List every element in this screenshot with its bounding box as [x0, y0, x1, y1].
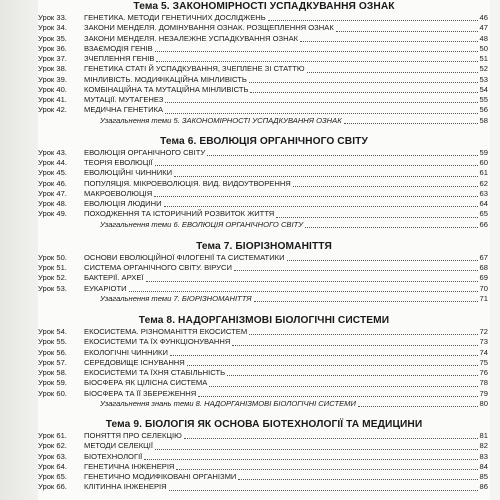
- lesson-number: Урок 42.: [38, 105, 67, 115]
- page-number: 84: [479, 461, 488, 471]
- lesson-title: БІОСФЕРА ТА ЇЇ ЗБЕРЕЖЕННЯ: [84, 388, 197, 398]
- lesson-title: КЛІТИННА ІНЖЕНЕРІЯ: [84, 482, 167, 492]
- page-number: 71: [479, 293, 488, 303]
- toc-row[interactable]: [38, 358, 490, 368]
- page-number: 60: [479, 158, 488, 167]
- toc-row[interactable]: [38, 209, 490, 219]
- lesson-number: Урок 62.: [38, 441, 67, 451]
- lesson-title: ЗАКОНИ МЕНДЕЛЯ. НЕЗАЛЕЖНЕ УСПАДКУВАННЯ ОЗНАК: [84, 33, 299, 43]
- lesson-number: Урок 53.: [38, 283, 67, 293]
- page-number: 78: [479, 378, 488, 388]
- lesson-number: Урок 41.: [38, 95, 67, 104]
- toc-row[interactable]: [38, 368, 490, 378]
- lesson-number: Урок 55.: [38, 337, 67, 347]
- lesson-title: МАКРОЕВОЛЮЦІЯ: [84, 188, 153, 198]
- toc-section: [38, 0, 490, 126]
- dot-leader: [234, 270, 478, 271]
- lesson-title: ЕУКАРІОТИ: [84, 283, 127, 293]
- page-number: 48: [479, 33, 488, 43]
- lesson-number: Урок 64.: [38, 461, 67, 471]
- lesson-title: ВЗАЄМОДІЯ ГЕНІВ: [84, 43, 153, 53]
- dot-leader: [307, 72, 478, 73]
- dot-leader: [287, 260, 478, 261]
- lesson-number: Урок 54.: [38, 327, 67, 336]
- page-number: 62: [479, 178, 488, 188]
- toc-row[interactable]: [38, 472, 490, 482]
- lesson-number: Урок 60.: [38, 388, 67, 398]
- section-title: Тема 5. ЗАКОНОМІРНОСТІ УСПАДКУВАННЯ ОЗНАК: [133, 1, 395, 12]
- dot-leader: [155, 449, 478, 450]
- toc-row[interactable]: [38, 431, 490, 441]
- dot-leader: [156, 61, 477, 62]
- lesson-number: Урок 40.: [38, 84, 67, 94]
- dot-leader: [238, 479, 477, 480]
- dot-leader: [249, 334, 477, 335]
- dot-leader: [358, 406, 478, 407]
- dot-leader: [144, 459, 477, 460]
- toc-row[interactable]: [38, 263, 490, 273]
- dot-leader: [169, 490, 478, 491]
- lesson-number: Урок 33.: [38, 13, 67, 22]
- lesson-number: Урок 59.: [38, 378, 67, 388]
- lesson-title: ПОХОДЖЕННЯ ТА ІСТОРИЧНИЙ РОЗВИТОК ЖИТТЯ: [84, 209, 275, 219]
- page-number: 68: [479, 263, 488, 272]
- lesson-number: Урок 56.: [38, 347, 67, 357]
- lesson-title: ЗЧЕПЛЕННЯ ГЕНІВ: [84, 54, 155, 63]
- lesson-number: Урок 51.: [38, 263, 67, 272]
- toc-section: [38, 135, 490, 230]
- summary-row[interactable]: [38, 220, 490, 230]
- toc-row[interactable]: [38, 348, 490, 358]
- summary-title: Узагальнення теми 7. БІОРІЗНОМАНІТТЯ: [100, 293, 252, 303]
- lesson-title: ЕВОЛЮЦІЯ ЛЮДИНИ: [84, 199, 162, 208]
- lesson-number: Урок 65.: [38, 472, 67, 481]
- summary-row[interactable]: [38, 294, 490, 304]
- dot-leader: [344, 123, 478, 124]
- page-number: 61: [479, 168, 488, 178]
- dot-leader: [176, 469, 477, 470]
- lesson-title: СЕРЕДОВИЩЕ ІСНУВАННЯ: [84, 357, 185, 367]
- lesson-number: Урок 35.: [38, 33, 67, 43]
- toc-section: [38, 240, 490, 304]
- toc-row[interactable]: [38, 378, 490, 388]
- page-number: 59: [479, 147, 488, 157]
- summary-title: Узагальнення знань теми 8. НАДОРГАНІЗМОВІ БІОЛОГІЧНІ СИСТЕМИ: [100, 398, 356, 408]
- dot-leader: [184, 438, 478, 439]
- dot-leader: [268, 20, 478, 21]
- dot-leader: [300, 41, 477, 42]
- lesson-number: Урок 46.: [38, 178, 67, 188]
- lesson-title: СИСТЕМА ОРГАНІЧНОГО СВІТУ. ВІРУСИ: [84, 263, 232, 272]
- lesson-number: Урок 49.: [38, 209, 67, 219]
- toc-row[interactable]: [38, 168, 490, 178]
- lesson-title: ГЕНЕТИЧНО МОДИФІКОВАНІ ОРГАНІЗМИ: [84, 472, 237, 481]
- page-number: 67: [479, 252, 488, 262]
- toc-row[interactable]: [38, 389, 490, 399]
- dot-leader: [336, 31, 478, 32]
- page-number: 65: [479, 209, 488, 219]
- dot-leader: [187, 365, 478, 366]
- toc-row[interactable]: [38, 441, 490, 451]
- dot-leader: [207, 155, 477, 156]
- page-number: 83: [479, 451, 488, 461]
- toc-row[interactable]: [38, 337, 490, 347]
- dot-leader: [254, 301, 478, 302]
- summary-title: Узагальнення теми 5. ЗАКОНОМІРНОСТІ УСПАДКУВАННЯ ОЗНАК: [100, 115, 342, 125]
- toc-row[interactable]: [38, 284, 490, 294]
- dot-leader: [170, 355, 478, 356]
- section-gap: [38, 230, 490, 240]
- page-number: 76: [479, 368, 488, 377]
- toc-row[interactable]: [38, 85, 490, 95]
- toc-row[interactable]: [38, 179, 490, 189]
- lesson-title: ТЕОРІЯ ЕВОЛЮЦІЇ: [84, 158, 153, 167]
- summary-row[interactable]: [38, 116, 490, 126]
- toc-row[interactable]: [38, 105, 490, 115]
- lesson-title: ПОПУЛЯЦІЯ. МІКРОЕВОЛЮЦІЯ. ВИД. ВИДОУТВОРЕННЯ: [84, 178, 291, 188]
- page-number: 72: [479, 327, 488, 336]
- page-number: 80: [479, 398, 488, 408]
- dot-leader: [164, 206, 478, 207]
- dot-leader: [276, 217, 477, 218]
- page-number: 82: [479, 441, 488, 451]
- lesson-number: Урок 34.: [38, 23, 67, 33]
- lesson-number: Урок 38.: [38, 64, 67, 74]
- lesson-number: Урок 52.: [38, 273, 67, 283]
- dot-leader: [227, 375, 477, 376]
- section-title: Тема 8. НАДОРГАНІЗМОВІ БІОЛОГІЧНІ СИСТЕМИ: [138, 315, 390, 326]
- toc-row[interactable]: [38, 189, 490, 199]
- lesson-number: Урок 43.: [38, 147, 67, 157]
- toc-row[interactable]: [38, 253, 490, 263]
- toc-row[interactable]: [38, 44, 490, 54]
- lesson-title: БАКТЕРІЇ. АРХЕЇ: [84, 273, 144, 283]
- dot-leader: [154, 196, 477, 197]
- toc-row[interactable]: [38, 462, 490, 472]
- dot-leader: [198, 396, 477, 397]
- toc-row[interactable]: [38, 64, 490, 74]
- page-number: 58: [479, 115, 488, 125]
- page-number: 50: [479, 43, 488, 53]
- page-number: 86: [479, 482, 488, 492]
- dot-leader: [250, 92, 477, 93]
- lesson-title: ГЕНЕТИКА СТАТІ Й УСПАДКУВАННЯ, ЗЧЕПЛЕНЕ ЗІ СТАТТЮ: [84, 64, 305, 74]
- page-number: 52: [479, 64, 488, 74]
- lesson-title: БІОТЕХНОЛОГІЇ: [84, 451, 143, 461]
- lesson-title: МУТАЦІЇ. МУТАГЕНЕЗ: [84, 95, 164, 104]
- dot-leader: [165, 113, 478, 114]
- page-number: 69: [479, 273, 488, 283]
- toc-row[interactable]: [38, 327, 490, 337]
- toc-row[interactable]: [38, 54, 490, 64]
- section-title: Тема 6. ЕВОЛЮЦІЯ ОРГАНІЧНОГО СВІТУ: [160, 135, 368, 147]
- page-number: 74: [479, 347, 488, 357]
- lesson-title: МЕТОДИ СЕЛЕКЦІЇ: [84, 441, 153, 451]
- page-number: 75: [479, 357, 488, 367]
- dot-leader: [209, 386, 477, 387]
- lesson-title: ОСНОВИ ЕВОЛЮЦІЙНОЇ ФІЛОГЕНІЇ ТА СИСТЕМАТИКИ: [84, 252, 285, 262]
- toc-row[interactable]: [38, 34, 490, 44]
- lesson-number: Урок 61.: [38, 431, 67, 440]
- dot-leader: [155, 51, 478, 52]
- section-gap: [38, 126, 490, 135]
- page-number: 64: [479, 199, 488, 208]
- lesson-title: КОМБІНАЦІЙНА ТА МУТАЦІЙНА МІНЛИВІСТЬ: [84, 84, 249, 94]
- lesson-title: ЗАКОНИ МЕНДЕЛЯ. ДОМІНУВАННЯ ОЗНАК. РОЗЩЕПЛЕННЯ ОЗНАК: [84, 23, 334, 33]
- lesson-number: Урок 57.: [38, 357, 67, 367]
- page-number: 53: [479, 74, 488, 84]
- lesson-number: Урок 44.: [38, 158, 67, 167]
- toc-row[interactable]: [38, 273, 490, 283]
- page-number: 55: [479, 95, 488, 104]
- dot-leader: [155, 165, 478, 166]
- lesson-title: БІОСФЕРА ЯК ЦІЛІСНА СИСТЕМА: [84, 378, 208, 388]
- lesson-number: Урок 66.: [38, 482, 67, 492]
- lesson-title: ЕКОСИСТЕМА. РІЗНОМАНІТТЯ ЕКОСИСТЕМ: [84, 327, 248, 336]
- toc-row[interactable]: [38, 482, 490, 492]
- lesson-title: ЕКОСИСТЕМИ ТА ЇХНЯ СТАБІЛЬНІСТЬ: [84, 368, 226, 377]
- lesson-title: ПОНЯТТЯ ПРО СЕЛЕКЦІЮ: [84, 431, 182, 440]
- dot-leader: [249, 82, 478, 83]
- lesson-title: ГЕНЕТИКА. МЕТОДИ ГЕНЕТИЧНИХ ДОСЛІДЖЕНЬ: [84, 13, 266, 22]
- dot-leader: [174, 176, 477, 177]
- toc-row[interactable]: [38, 199, 490, 209]
- page-gutter: [0, 0, 38, 500]
- dot-leader: [146, 281, 478, 282]
- lesson-title: МІНЛИВІСТЬ. МОДИФІКАЦІЙНА МІНЛИВІСТЬ: [84, 74, 247, 84]
- toc-row[interactable]: [38, 75, 490, 85]
- page-number: 70: [479, 283, 488, 293]
- section-title: Тема 9. БІОЛОГІЯ ЯК ОСНОВА БІОТЕХНОЛОГІЇ ТА МЕДИЦИНИ: [105, 419, 423, 430]
- page-number: 46: [479, 13, 488, 22]
- toc-row[interactable]: [38, 148, 490, 158]
- lesson-number: Урок 39.: [38, 74, 67, 84]
- toc-row[interactable]: [38, 23, 490, 33]
- summary-title: Узагальнення теми 6. ЕВОЛЮЦІЯ ОРГАНІЧНОГО СВІТУ: [100, 219, 304, 229]
- lesson-title: ЕВОЛЮЦІЯ ОРГАНІЧНОГО СВІТУ: [84, 147, 206, 157]
- page-number: 73: [479, 337, 488, 347]
- table-of-contents: [38, 0, 490, 500]
- lesson-title: МЕДИЧНА ГЕНЕТИКА: [84, 105, 164, 115]
- summary-row[interactable]: [38, 399, 490, 409]
- lesson-number: Урок 47.: [38, 188, 67, 198]
- dot-leader: [305, 227, 477, 228]
- toc-row[interactable]: [38, 158, 490, 168]
- toc-row[interactable]: [38, 95, 490, 105]
- lesson-number: Урок 37.: [38, 54, 67, 63]
- page-number: 54: [479, 84, 488, 94]
- dot-leader: [129, 291, 478, 292]
- page-number: 81: [479, 431, 488, 440]
- toc-section: [38, 418, 490, 493]
- page-number: 85: [479, 472, 488, 481]
- lesson-title: ЕКОЛОГІЧНІ ЧИННИКИ: [84, 347, 168, 357]
- page-number: 51: [479, 54, 488, 63]
- page-number: 63: [479, 188, 488, 198]
- lesson-number: Урок 45.: [38, 168, 67, 178]
- lesson-title: ЕВОЛЮЦІЙНІ ЧИННИКИ: [84, 168, 173, 178]
- lesson-number: Урок 48.: [38, 199, 67, 208]
- section-gap: [38, 409, 490, 418]
- lesson-number: Урок 50.: [38, 252, 67, 262]
- lesson-title: ЕКОСИСТЕМИ ТА ЇХ ФУНКЦІОНУВАННЯ: [84, 337, 231, 347]
- page-number: 47: [479, 23, 488, 33]
- lesson-title: ГЕНЕТИЧНА ІНЖЕНЕРІЯ: [84, 461, 175, 471]
- page-number: 66: [479, 219, 488, 229]
- page-number: 79: [479, 388, 488, 398]
- dot-leader: [293, 186, 478, 187]
- toc-row[interactable]: [38, 452, 490, 462]
- page-number: 56: [479, 105, 488, 115]
- toc-row[interactable]: [38, 13, 490, 23]
- dot-leader: [232, 345, 477, 346]
- toc-section: [38, 314, 490, 409]
- dot-leader: [165, 102, 477, 103]
- section-gap: [38, 304, 490, 314]
- lesson-number: Урок 36.: [38, 43, 67, 53]
- lesson-number: Урок 63.: [38, 451, 67, 461]
- section-title: Тема 7. БІОРІЗНОМАНІТТЯ: [196, 240, 332, 252]
- lesson-number: Урок 58.: [38, 368, 67, 377]
